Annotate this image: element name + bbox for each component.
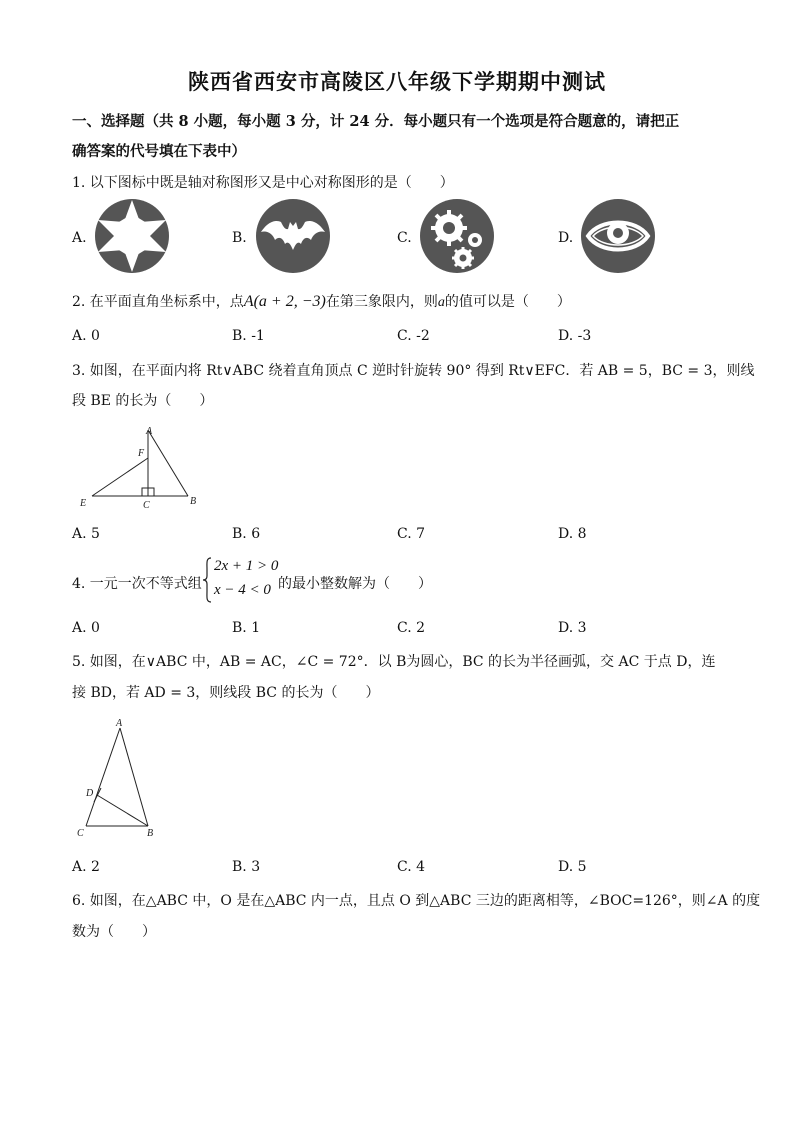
q1-option-b-label: B. (232, 230, 247, 246)
q5-label-c: C (77, 828, 84, 839)
question-6-line1: 6. 如图，在△ABC 中，O 是在△ABC 内一点，且点 O 到△ABC 三边的距离相等，∠BOC=126°，则∠A 的度 (72, 893, 761, 909)
q2-end: 的值可以是（ ） (444, 294, 571, 310)
eye-icon (580, 198, 656, 274)
q3-label-e: E (80, 498, 87, 509)
q3-option-a: A. 5 (72, 526, 100, 542)
question-1-text: 1. 以下图标中既是轴对称图形又是中心对称图形的是（ ） (72, 175, 454, 191)
q2-option-d: D. -3 (558, 328, 592, 344)
q4-inequality-2: x − 4 < 0 (214, 582, 271, 598)
q3-option-b: B. 6 (232, 526, 261, 542)
q4-brace (202, 557, 212, 603)
q4-prefix: 4. 一元一次不等式组 (72, 576, 202, 592)
q3-option-d: D. 8 (558, 526, 587, 542)
section-heading-line2: 确答案的代号填在下表中） (72, 143, 246, 160)
question-5-line1: 5. 如图，在∨ABC 中，AB = AC，∠C = 72°．以 B为圆心，BC 的长为半径画弧，交 AC 于点 D，连 (72, 654, 716, 670)
q5-label-b: B (147, 828, 154, 839)
q3-label-f: F (138, 448, 145, 459)
bat-icon (255, 198, 331, 274)
q5-triangle-figure (74, 716, 164, 840)
q5-option-d: D. 5 (558, 859, 587, 875)
q5-option-a: A. 2 (72, 859, 100, 875)
q5-option-c: C. 4 (397, 859, 426, 875)
q1-option-c-label: C. (397, 230, 412, 246)
question-2-text (72, 291, 571, 311)
hexagram-cutout-icon (94, 198, 170, 274)
q2-option-c: C. -2 (397, 328, 430, 344)
q4-option-c: C. 2 (397, 620, 426, 636)
q2-variable: a (437, 295, 445, 310)
q2-point-expression: A(a + 2, −3) (243, 293, 326, 310)
question-5-line2: 接 BD，若 AD = 3，则线段 BC 的长为（ ） (72, 685, 380, 701)
q5-option-b: B. 3 (232, 859, 261, 875)
question-3-line2: 段 BE 的长为（ ） (72, 393, 214, 409)
section-heading-line1: 一、选择题（共 8 小题，每小题 3 分，计 24 分．每小题只有一个选项是符合题意的，请把正 (72, 113, 680, 130)
q2-suffix: 在第三象限内，则 (325, 294, 438, 310)
question-6-line2: 数为（ ） (72, 924, 156, 940)
question-3-line1: 3. 如图，在平面内将 Rt∨ABC 绕着直角顶点 C 逆时针旋转 90° 得到 Rt∨EFC．若 AB = 5，BC = 3，则线 (72, 363, 755, 379)
q4-suffix: 的最小整数解为（ ） (278, 576, 432, 592)
q2-option-a: A. 0 (72, 328, 100, 344)
page-title: 陕西省西安市高陵区八年级下学期期中测试 (188, 69, 606, 94)
q5-label-d: D (86, 788, 94, 799)
q3-option-c: C. 7 (397, 526, 426, 542)
q3-triangle-figure (76, 420, 206, 512)
q5-label-a: A (116, 718, 123, 729)
q4-inequality-1: 2x + 1 > 0 (214, 558, 279, 574)
q2-option-b: B. -1 (232, 328, 265, 344)
q4-option-a: A. 0 (72, 620, 100, 636)
q1-option-d-label: D. (558, 230, 574, 246)
q3-label-b: B (190, 496, 197, 507)
q3-label-a: A (146, 426, 153, 437)
q1-option-a-label: A. (72, 230, 87, 246)
q4-option-b: B. 1 (232, 620, 261, 636)
gears-icon (419, 198, 495, 274)
q2-prefix: 2. 在平面直角坐标系中，点 (72, 294, 244, 310)
q3-label-c: C (143, 500, 150, 511)
q4-option-d: D. 3 (558, 620, 587, 636)
